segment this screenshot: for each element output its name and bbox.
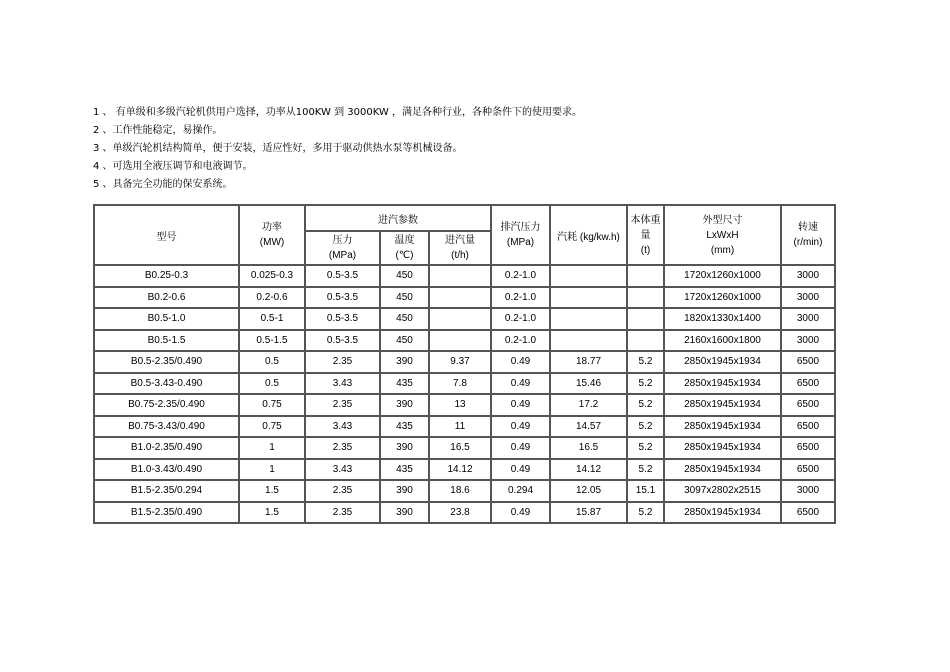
header-pressure-unit: (MPa)	[328, 250, 357, 261]
header-temperature	[380, 231, 429, 265]
cell-temperature: 390	[380, 351, 429, 373]
cell-flow	[429, 330, 491, 352]
cell-pressure: 2.35	[305, 502, 380, 524]
header-consumption: 汽耗 (kg/kw.h)	[550, 205, 627, 265]
cell-exhaust: 0.49	[491, 394, 550, 416]
note-2: 2 、工作性能稳定，易操作。	[93, 125, 223, 136]
cell-dimensions: 2850x1945x1934	[664, 373, 781, 395]
cell-speed: 6500	[781, 351, 835, 373]
header-power	[239, 205, 305, 265]
cell-model: B0.5-2.35/0.490	[94, 351, 239, 373]
cell-temperature: 435	[380, 416, 429, 438]
cell-power: 0.5	[239, 373, 305, 395]
cell-exhaust: 0.2-1.0	[491, 330, 550, 352]
cell-flow: 7.8	[429, 373, 491, 395]
cell-power: 0.5-1.5	[239, 330, 305, 352]
header-pressure	[305, 231, 380, 265]
cell-model: B0.75-3.43/0.490	[94, 416, 239, 438]
table-row	[94, 459, 835, 481]
cell-exhaust: 0.49	[491, 416, 550, 438]
cell-dimensions: 2160x1600x1800	[664, 330, 781, 352]
cell-power: 1	[239, 437, 305, 459]
cell-consumption: 17.2	[550, 394, 627, 416]
table-row	[94, 351, 835, 373]
cell-exhaust: 0.49	[491, 459, 550, 481]
header-weight-label-1: 本体重	[630, 214, 661, 226]
cell-weight: 5.2	[627, 459, 664, 481]
cell-consumption	[550, 330, 627, 352]
cell-speed: 6500	[781, 502, 835, 524]
cell-weight: 5.2	[627, 351, 664, 373]
table-header	[94, 205, 835, 265]
header-temperature-label: 温度	[394, 235, 415, 246]
cell-power: 1	[239, 459, 305, 481]
cell-exhaust: 0.49	[491, 502, 550, 524]
cell-consumption: 18.77	[550, 351, 627, 373]
cell-weight: 5.2	[627, 502, 664, 524]
cell-flow: 14.12	[429, 459, 491, 481]
header-pressure-label: 压力	[332, 235, 353, 246]
cell-temperature: 435	[380, 459, 429, 481]
table-body	[94, 265, 835, 523]
cell-temperature: 390	[380, 437, 429, 459]
cell-flow: 9.37	[429, 351, 491, 373]
cell-dimensions: 1720x1260x1000	[664, 265, 781, 287]
header-dimensions-label: 外型尺寸	[702, 214, 743, 226]
cell-temperature: 390	[380, 502, 429, 524]
cell-pressure: 0.5-3.5	[305, 265, 380, 287]
header-dimensions	[664, 205, 781, 265]
cell-speed: 3000	[781, 330, 835, 352]
table-row	[94, 287, 835, 309]
cell-temperature: 450	[380, 287, 429, 309]
header-power-label: 功率	[262, 222, 282, 233]
cell-pressure: 3.43	[305, 459, 380, 481]
cell-consumption: 14.12	[550, 459, 627, 481]
cell-power: 0.025-0.3	[239, 265, 305, 287]
cell-flow: 16.5	[429, 437, 491, 459]
cell-flow: 13	[429, 394, 491, 416]
cell-weight	[627, 265, 664, 287]
cell-speed: 3000	[781, 287, 835, 309]
cell-dimensions: 2850x1945x1934	[664, 437, 781, 459]
table-row	[94, 416, 835, 438]
cell-consumption	[550, 287, 627, 309]
cell-flow	[429, 308, 491, 330]
cell-speed: 6500	[781, 437, 835, 459]
cell-weight: 15.1	[627, 480, 664, 502]
cell-flow: 18.6	[429, 480, 491, 502]
note-1: 1 、 有单级和多级汽轮机供用户选择，功率从100KW 到 3000KW ，满足各种行业，各种条件下的使用要求。	[93, 107, 582, 118]
header-dimensions-sub: LxWxH	[706, 229, 739, 241]
table-row	[94, 308, 835, 330]
cell-consumption	[550, 265, 627, 287]
cell-power: 0.75	[239, 416, 305, 438]
cell-dimensions: 1820x1330x1400	[664, 308, 781, 330]
header-exhaust-label: 排汽压力	[500, 222, 541, 233]
cell-power: 0.2-0.6	[239, 287, 305, 309]
cell-model: B0.5-1.5	[94, 330, 239, 352]
cell-power: 0.5-1	[239, 308, 305, 330]
cell-temperature: 450	[380, 265, 429, 287]
cell-temperature: 450	[380, 330, 429, 352]
cell-model: B1.0-2.35/0.490	[94, 437, 239, 459]
cell-exhaust: 0.49	[491, 437, 550, 459]
cell-pressure: 2.35	[305, 480, 380, 502]
header-exhaust	[491, 205, 550, 265]
table-row	[94, 480, 835, 502]
cell-pressure: 0.5-3.5	[305, 308, 380, 330]
turbine-spec-table	[93, 204, 836, 524]
cell-consumption: 12.05	[550, 480, 627, 502]
header-flow	[429, 231, 491, 265]
header-model: 型号	[94, 205, 239, 265]
cell-speed: 6500	[781, 416, 835, 438]
cell-exhaust: 0.2-1.0	[491, 287, 550, 309]
cell-power: 0.75	[239, 394, 305, 416]
cell-pressure: 2.35	[305, 437, 380, 459]
table-row	[94, 265, 835, 287]
cell-power: 1.5	[239, 502, 305, 524]
header-flow-unit: (t/h)	[451, 250, 469, 261]
cell-speed: 3000	[781, 480, 835, 502]
cell-dimensions: 2850x1945x1934	[664, 351, 781, 373]
cell-exhaust: 0.294	[491, 480, 550, 502]
cell-model: B0.5-3.43-0.490	[94, 373, 239, 395]
header-flow-label: 进汽量	[445, 235, 475, 246]
cell-flow: 23.8	[429, 502, 491, 524]
cell-flow	[429, 265, 491, 287]
cell-pressure: 3.43	[305, 373, 380, 395]
header-weight-unit: (t)	[640, 244, 651, 256]
cell-dimensions: 3097x2802x2515	[664, 480, 781, 502]
cell-flow	[429, 287, 491, 309]
cell-temperature: 390	[380, 480, 429, 502]
cell-model: B1.5-2.35/0.490	[94, 502, 239, 524]
cell-model: B1.0-3.43/0.490	[94, 459, 239, 481]
cell-dimensions: 1720x1260x1000	[664, 287, 781, 309]
cell-model: B0.5-1.0	[94, 308, 239, 330]
table-row	[94, 394, 835, 416]
header-dimensions-unit: (mm)	[710, 244, 735, 256]
table-row	[94, 373, 835, 395]
cell-consumption: 14.57	[550, 416, 627, 438]
cell-model: B0.75-2.35/0.490	[94, 394, 239, 416]
cell-weight	[627, 287, 664, 309]
cell-consumption	[550, 308, 627, 330]
cell-dimensions: 2850x1945x1934	[664, 502, 781, 524]
header-speed-label: 转速	[798, 222, 818, 233]
cell-weight: 5.2	[627, 394, 664, 416]
cell-pressure: 0.5-3.5	[305, 287, 380, 309]
cell-dimensions: 2850x1945x1934	[664, 416, 781, 438]
cell-temperature: 435	[380, 373, 429, 395]
table-row	[94, 330, 835, 352]
header-speed	[781, 205, 835, 265]
note-4: 4 、可选用全液压调节和电液调节。	[93, 161, 253, 172]
cell-dimensions: 2850x1945x1934	[664, 394, 781, 416]
cell-pressure: 2.35	[305, 351, 380, 373]
cell-speed: 3000	[781, 308, 835, 330]
cell-power: 1.5	[239, 480, 305, 502]
cell-pressure: 0.5-3.5	[305, 330, 380, 352]
header-weight	[627, 205, 664, 265]
note-3: 3 、单级汽轮机结构简单，便于安装，适应性好，多用于驱动供热水泵等机械设备。	[93, 143, 463, 154]
cell-weight: 5.2	[627, 416, 664, 438]
cell-speed: 6500	[781, 459, 835, 481]
header-inlet-group: 进汽参数	[305, 205, 491, 231]
cell-model: B0.2-0.6	[94, 287, 239, 309]
cell-speed: 6500	[781, 394, 835, 416]
cell-power: 0.5	[239, 351, 305, 373]
cell-pressure: 2.35	[305, 394, 380, 416]
cell-consumption: 15.46	[550, 373, 627, 395]
cell-flow: 11	[429, 416, 491, 438]
cell-temperature: 390	[380, 394, 429, 416]
header-temperature-unit: (℃)	[395, 250, 414, 261]
cell-temperature: 450	[380, 308, 429, 330]
table-row	[94, 437, 835, 459]
cell-pressure: 3.43	[305, 416, 380, 438]
cell-weight	[627, 330, 664, 352]
feature-notes	[93, 104, 582, 194]
cell-consumption: 16.5	[550, 437, 627, 459]
cell-weight	[627, 308, 664, 330]
cell-model: B1.5-2.35/0.294	[94, 480, 239, 502]
cell-consumption: 15.87	[550, 502, 627, 524]
cell-exhaust: 0.49	[491, 373, 550, 395]
header-weight-label-2: 量	[640, 229, 651, 241]
cell-weight: 5.2	[627, 437, 664, 459]
header-exhaust-unit: (MPa)	[506, 237, 535, 248]
cell-speed: 6500	[781, 373, 835, 395]
header-speed-unit: (r/min)	[793, 237, 823, 248]
header-power-unit: (MW)	[259, 237, 285, 248]
note-5: 5 、具备完全功能的保安系统。	[93, 179, 233, 190]
cell-speed: 3000	[781, 265, 835, 287]
cell-weight: 5.2	[627, 373, 664, 395]
cell-dimensions: 2850x1945x1934	[664, 459, 781, 481]
cell-exhaust: 0.2-1.0	[491, 265, 550, 287]
table-row	[94, 502, 835, 524]
cell-exhaust: 0.49	[491, 351, 550, 373]
cell-exhaust: 0.2-1.0	[491, 308, 550, 330]
cell-model: B0.25-0.3	[94, 265, 239, 287]
